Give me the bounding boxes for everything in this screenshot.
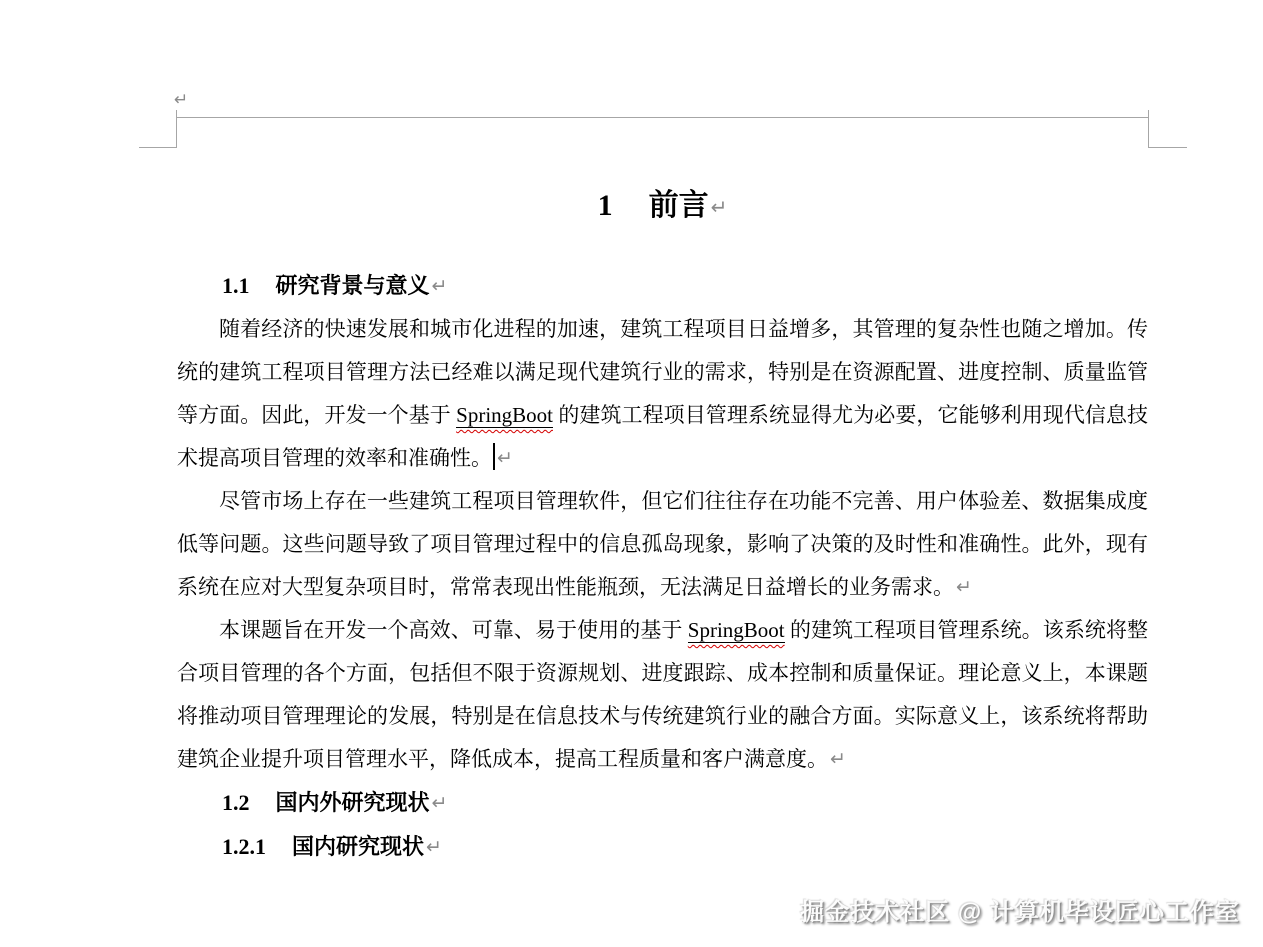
- text-cursor: [493, 443, 495, 470]
- text-boundary-top-line: [177, 117, 1148, 118]
- text-run: 的建筑工程项目管理系统显得尤为必要，它能够利用现代信息技术提高项目管理的效率和准确性。: [177, 403, 1149, 470]
- paragraph-mark-icon: ↵: [497, 447, 513, 469]
- section-heading-text: 研究背景与意义: [275, 273, 430, 298]
- section-number: 1.2: [222, 790, 250, 815]
- paragraph-mark-icon: ↵: [710, 195, 728, 219]
- header-return-mark-icon: ↵: [174, 90, 189, 110]
- document-page[interactable]: [177, 186, 1148, 869]
- watermark-text: 掘金技术社区 @ 计算机毕设匠心工作室: [800, 899, 1240, 926]
- paragraph-mark-icon: ↵: [431, 275, 448, 297]
- margin-crop-mark-left-horizontal: [139, 147, 177, 148]
- paragraph-mark-icon: ↵: [431, 792, 448, 814]
- chapter-number: 1: [597, 189, 613, 222]
- paragraph-mark-icon: ↵: [426, 836, 442, 858]
- chapter-title-text: 前言: [648, 189, 709, 222]
- section-number: 1.1: [222, 273, 250, 298]
- spellchecked-term: SpringBoot: [456, 403, 553, 427]
- section-heading-1-1[interactable]: [177, 264, 1148, 308]
- margin-crop-mark-right-vertical: [1148, 110, 1149, 148]
- section-heading-1-2-1[interactable]: [177, 825, 1148, 869]
- text-run: 尽管市场上存在一些建筑工程项目管理软件，但它们往往存在功能不完善、用户体验差、数据集成度低等问题。这些问题导致了项目管理过程中的信息孤岛现象，影响了决策的及时性和准确性。此外，现有系统在应对大型复杂项目时，常常表现出性能瓶颈，无法满足日益增长的业务需求。: [177, 489, 1148, 599]
- chapter-title[interactable]: [177, 186, 1148, 227]
- text-run: 随着经济的快速发展和城市化进程的加速，建筑工程项目日益增多，其管理的复杂性也随之增加。传统的建筑工程项目管理方法已经难以满足现代建筑行业的需求，特别是在资源配置、进度控制、质量监管等方面。因此，开发一个基于: [177, 317, 1148, 427]
- margin-crop-mark-left-vertical: [176, 110, 177, 148]
- paragraph-mark-icon: ↵: [956, 576, 972, 598]
- margin-crop-mark-right-horizontal: [1148, 147, 1187, 148]
- section-heading-text: 国内外研究现状: [275, 790, 430, 815]
- spellchecked-term: SpringBoot: [687, 618, 785, 642]
- paragraph-3[interactable]: [177, 609, 1148, 781]
- section-heading-1-2[interactable]: [177, 781, 1148, 825]
- paragraph-2[interactable]: [177, 480, 1148, 609]
- text-run: 的建筑工程项目管理系统。该系统将整合项目管理的各个方面，包括但不限于资源规划、进度跟踪、成本控制和质量保证。理论意义上，本课题将推动项目管理理论的发展，特别是在信息技术与传统建筑行业的融合方面。实际意义上，该系统将帮助建筑企业提升项目管理水平，降低成本，提高工程质量和客户满意度。: [177, 618, 1149, 771]
- paragraph-1[interactable]: [177, 308, 1148, 480]
- paragraph-mark-icon: ↵: [830, 748, 846, 770]
- text-run: 本课题旨在开发一个高效、可靠、易于使用的基于: [219, 618, 688, 642]
- section-number: 1.2.1: [222, 834, 266, 859]
- section-heading-text: 国内研究现状: [292, 834, 425, 859]
